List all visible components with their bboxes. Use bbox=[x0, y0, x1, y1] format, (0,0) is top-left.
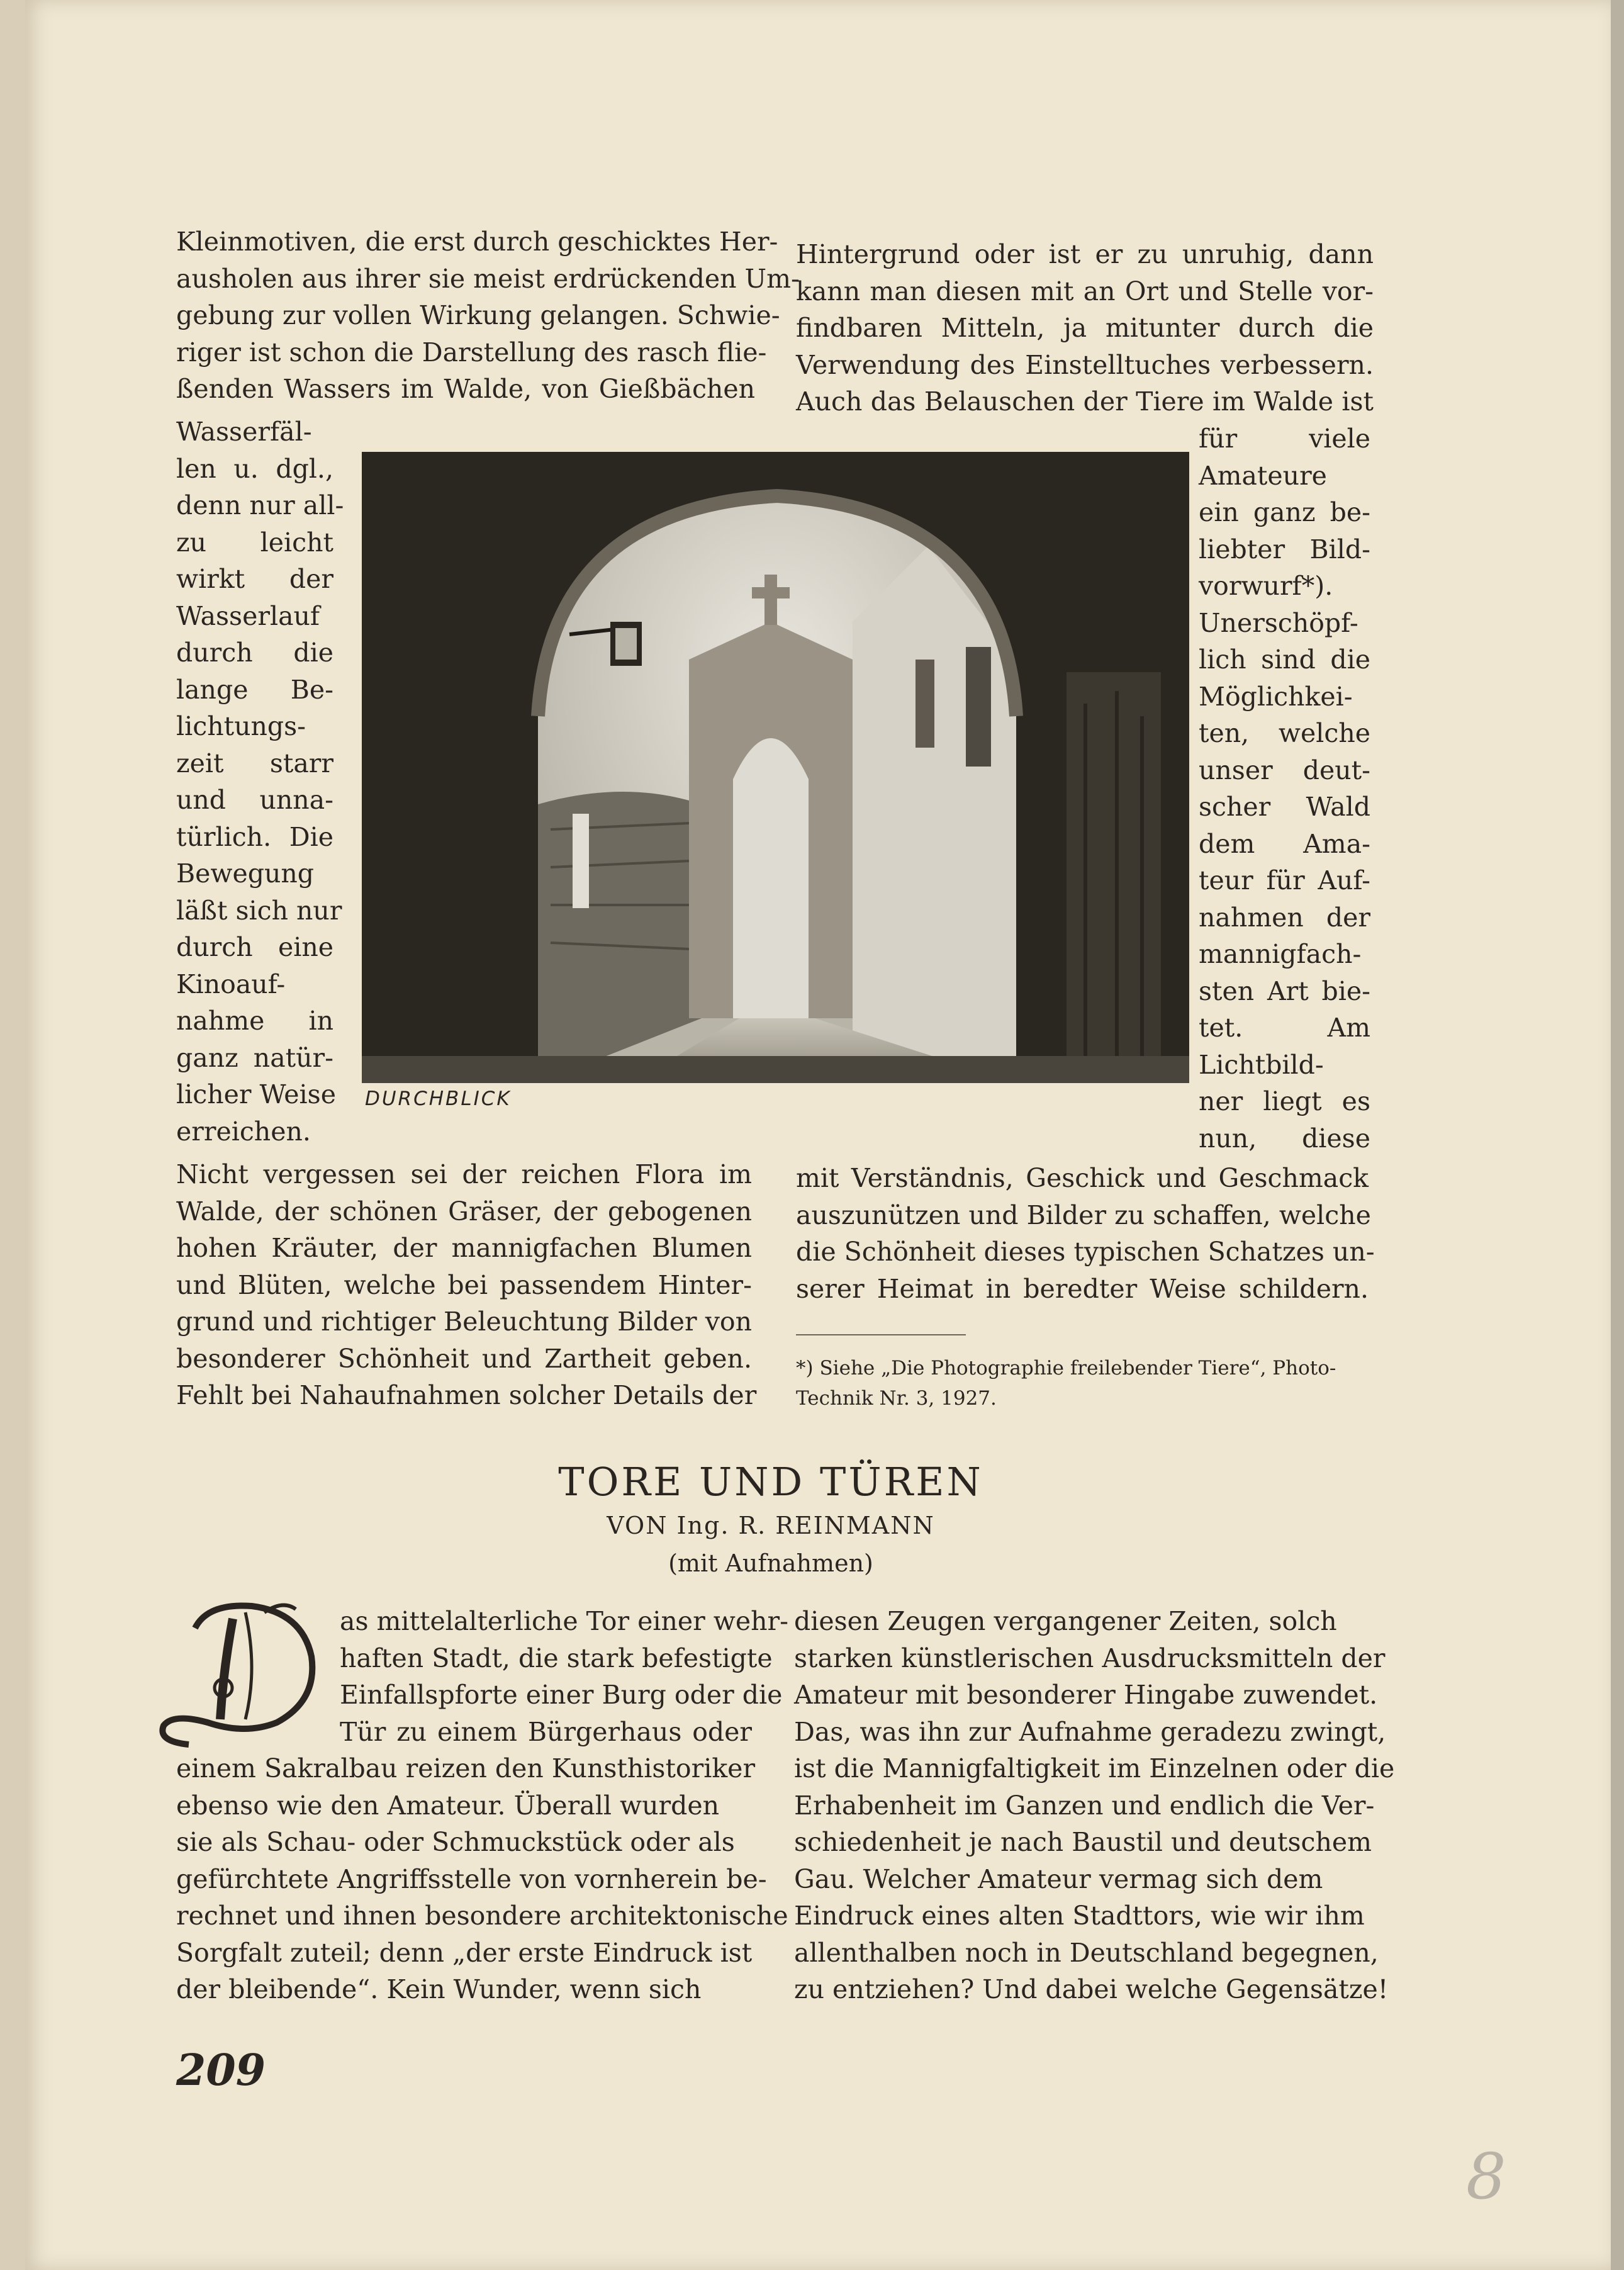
text-line: der bleibende“. Kein Wunder, wenn sich bbox=[176, 1974, 702, 2004]
text-line: gebung zur vollen Wirkung gelangen. Schwie- bbox=[176, 300, 780, 330]
text-line: Nicht vergessen sei der reichen Flora im bbox=[176, 1159, 752, 1189]
text-line: zeit starr bbox=[176, 748, 333, 778]
footnote-rule bbox=[796, 1334, 966, 1335]
text-line: für viele bbox=[1199, 424, 1370, 454]
column1-wrap-text bbox=[176, 413, 344, 1150]
text-line: wirkt der bbox=[176, 564, 333, 594]
text-line: mit Verständnis, Geschick und Geschmack bbox=[796, 1163, 1369, 1193]
text-line: starken künstlerischen Ausdrucksmitteln der bbox=[794, 1643, 1386, 1673]
text-line: tet. Am bbox=[1199, 1013, 1370, 1043]
column2-top-text bbox=[796, 236, 1374, 420]
text-line: Verwendung des Einstelltuches verbessern. bbox=[796, 349, 1374, 380]
text-line: kann man diesen mit an Ort und Stelle vor- bbox=[796, 276, 1374, 306]
text-line: Amateur mit besonderer Hingabe zuwendet. bbox=[794, 1680, 1378, 1710]
text-line: lange Be- bbox=[176, 674, 333, 705]
text-line: as mittelalterliche Tor einer wehr- bbox=[340, 1606, 788, 1636]
text-line: sten Art bie- bbox=[1199, 975, 1370, 1006]
text-line: die Schönheit dieses typischen Schatzes un- bbox=[796, 1237, 1375, 1267]
text-line: ein ganz be- bbox=[1199, 497, 1370, 527]
text-line: Möglichkei- bbox=[1199, 681, 1353, 712]
footnote-line: Technik Nr. 3, 1927. bbox=[796, 1387, 997, 1410]
text-line: Einfallspforte einer Burg oder die bbox=[340, 1680, 783, 1710]
text-line: nun, diese bbox=[1199, 1123, 1370, 1154]
text-line: Wasserfäl- bbox=[176, 417, 312, 447]
text-line: Tür zu einem Bürgerhaus oder bbox=[340, 1716, 752, 1747]
text-line: besonderer Schönheit und Zartheit geben. bbox=[176, 1343, 752, 1374]
text-line: lich sind die bbox=[1199, 644, 1370, 675]
text-line: hohen Kräuter, der mannigfachen Blumen bbox=[176, 1233, 752, 1263]
pencil-mark: 8 bbox=[1466, 2140, 1506, 2213]
dropcap-d bbox=[151, 1593, 327, 1751]
text-line: Unerschöpf- bbox=[1199, 607, 1358, 638]
text-line: denn nur all- bbox=[176, 490, 344, 520]
text-line: und Blüten, welche bei passendem Hinter- bbox=[176, 1269, 752, 1300]
text-line: ganz natür- bbox=[176, 1042, 333, 1073]
previous-page-edge bbox=[0, 0, 26, 2270]
text-line: durch eine bbox=[176, 932, 333, 962]
text-line: vorwurf*). bbox=[1199, 571, 1333, 601]
article-col1-text bbox=[176, 1750, 788, 2008]
text-line: schiedenheit je nach Baustil und deutschem bbox=[794, 1827, 1372, 1857]
text-line: Amateure bbox=[1199, 460, 1327, 491]
text-line: erreichen. bbox=[176, 1116, 311, 1147]
text-line: ausholen aus ihrer sie meist erdrückenden Um- bbox=[176, 263, 800, 294]
text-line: rechnet und ihnen besondere architektonische bbox=[176, 1901, 788, 1931]
text-line: len u. dgl., bbox=[176, 453, 333, 484]
text-line: Fehlt bei Nahaufnahmen solcher Details der bbox=[176, 1380, 757, 1410]
text-line: lichtungs- bbox=[176, 711, 306, 741]
text-line: ist die Mannigfaltigkeit im Einzelnen oder die bbox=[794, 1753, 1395, 1784]
text-line: Erhabenheit im Ganzen und endlich die Ver- bbox=[794, 1790, 1375, 1821]
text-line: findbaren Mitteln, ja mitunter durch die bbox=[796, 313, 1374, 343]
text-line: ßenden Wassers im Walde, von Gießbächen bbox=[176, 374, 755, 404]
text-line: Kleinmotiven, die erst durch geschicktes Her- bbox=[176, 227, 778, 257]
text-line: auszunützen und Bilder zu schaffen, welche bbox=[796, 1200, 1371, 1230]
article-col1-indent-text bbox=[340, 1603, 788, 1750]
text-line: Lichtbild- bbox=[1199, 1049, 1324, 1080]
photo-caption: DURCHBLICK bbox=[365, 1087, 512, 1110]
text-line: zu entziehen? Und dabei welche Gegensätze! bbox=[794, 1974, 1389, 2004]
page-number: 209 bbox=[176, 2045, 266, 2096]
text-line: durch die bbox=[176, 638, 333, 668]
text-line: ebenso wie den Amateur. Überall wurden bbox=[176, 1790, 720, 1821]
text-line: licher Weise bbox=[176, 1079, 336, 1110]
text-line: serer Heimat in beredter Weise schildern. bbox=[796, 1273, 1369, 1304]
text-line: ten, welche bbox=[1199, 718, 1370, 748]
text-line: einem Sakralbau reizen den Kunsthistoriker bbox=[176, 1753, 756, 1784]
text-line: Das, was ihn zur Aufnahme geradezu zwingt, bbox=[794, 1716, 1386, 1747]
footnote bbox=[796, 1353, 1362, 1413]
archway-photo bbox=[362, 452, 1189, 1083]
text-line: Gau. Welcher Amateur vermag sich dem bbox=[794, 1863, 1323, 1894]
text-line: liebter Bild- bbox=[1199, 534, 1370, 565]
text-line: mannigfach- bbox=[1199, 939, 1362, 969]
article-col2-text bbox=[794, 1603, 1395, 2008]
text-line: sie als Schau- oder Schmuckstück oder als bbox=[176, 1827, 735, 1857]
text-line: zu leicht bbox=[176, 527, 333, 558]
text-line: und unna- bbox=[176, 785, 333, 815]
text-line: Kinoauf- bbox=[176, 969, 286, 999]
text-line: grund und richtiger Beleuchtung Bilder von bbox=[176, 1306, 752, 1337]
column2-wrap-text bbox=[1199, 420, 1370, 1157]
article-byline: VON Ing. R. REINMANN bbox=[607, 1512, 935, 1539]
text-line: allenthalben noch in Deutschland begegnen, bbox=[794, 1937, 1379, 1968]
text-line: türlich. Die bbox=[176, 821, 333, 852]
dropcap-letter: D bbox=[151, 1593, 152, 1594]
text-line: Auch das Belauschen der Tiere im Walde ist bbox=[796, 386, 1374, 417]
text-line: scher Wald bbox=[1199, 792, 1370, 822]
column2-bottom-text bbox=[796, 1160, 1375, 1307]
text-line: unser deut- bbox=[1199, 755, 1370, 785]
text-line: diesen Zeugen vergangener Zeiten, solch bbox=[794, 1606, 1337, 1636]
column1-bottom-text bbox=[176, 1156, 757, 1414]
footnote-line: *) Siehe „Die Photographie freilebender Tiere“, Photo- bbox=[796, 1357, 1336, 1379]
text-line: teur für Auf- bbox=[1199, 865, 1370, 896]
text-line: Eindruck eines alten Stadttors, wie wir ihm bbox=[794, 1901, 1365, 1931]
text-line: nahme in bbox=[176, 1006, 333, 1036]
column1-top-text bbox=[176, 223, 800, 408]
text-line: Bewegung bbox=[176, 858, 315, 889]
article-title: TORE UND TÜREN bbox=[558, 1459, 983, 1505]
text-line: dem Ama- bbox=[1199, 828, 1370, 859]
text-line: ner liegt es bbox=[1199, 1086, 1370, 1116]
text-line: riger ist schon die Darstellung des rasch flie- bbox=[176, 337, 767, 368]
text-line: läßt sich nur bbox=[176, 895, 342, 926]
text-line: Sorgfalt zuteil; denn „der erste Eindruck ist bbox=[176, 1937, 753, 1968]
text-line: nahmen der bbox=[1199, 902, 1370, 933]
article-subline: (mit Aufnahmen) bbox=[668, 1549, 873, 1577]
text-line: Hintergrund oder ist er zu unruhig, dann bbox=[796, 239, 1374, 269]
text-line: Walde, der schönen Gräser, der gebogenen bbox=[176, 1196, 752, 1227]
text-line: Wasserlauf bbox=[176, 600, 320, 631]
text-line: haften Stadt, die stark befestigte bbox=[340, 1643, 773, 1673]
text-line: gefürchtete Angriffsstelle von vornherein be- bbox=[176, 1863, 767, 1894]
